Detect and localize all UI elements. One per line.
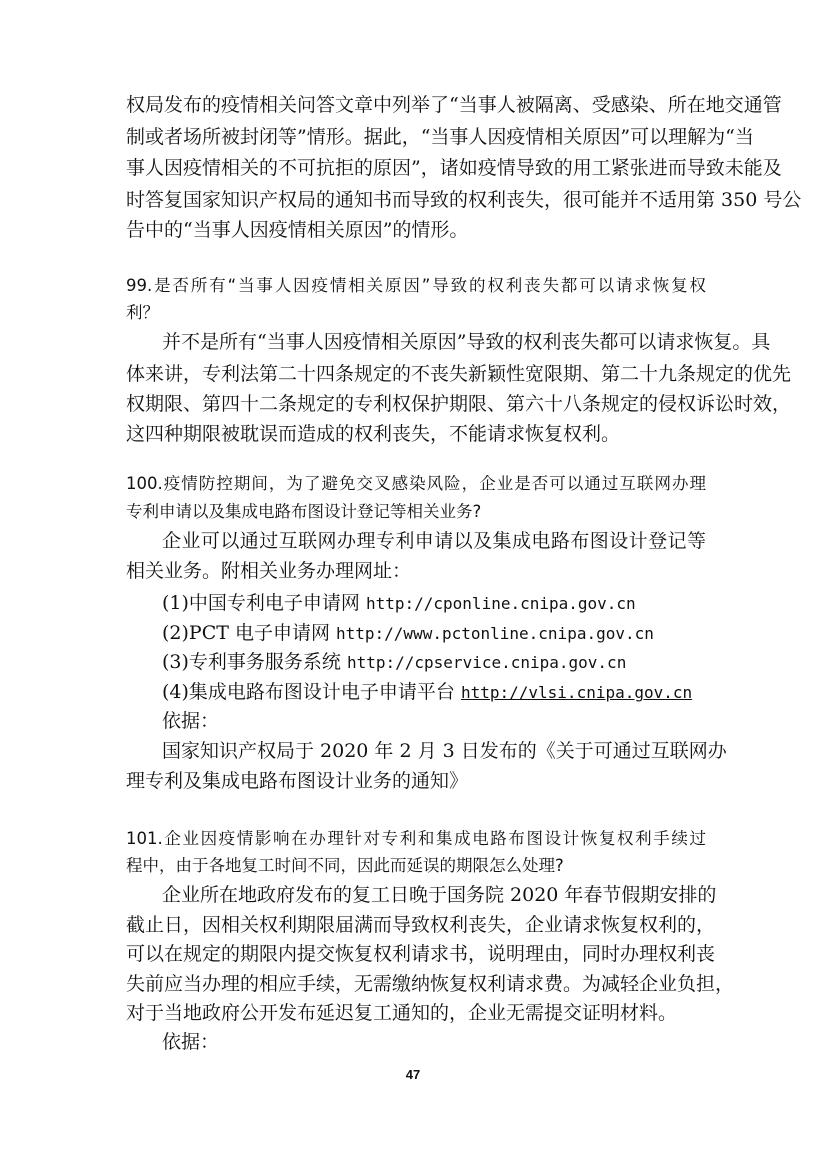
answer-line: 这四种期限被耽误而造成的权利丧失，不能请求恢复权利。 [126, 423, 621, 445]
answer-line: 可以在规定的期限内提交恢复权利请求书，说明理由，同时办理权利丧 [126, 943, 716, 965]
url-link[interactable]: http://vlsi.cnipa.gov.cn [460, 683, 693, 702]
url-text: http://cponline.cnipa.gov.cn [365, 594, 636, 613]
paragraph-line: 权局发布的疫情相关问答文章中列举了“当事人被隔离、受感染、所在地交通管 [126, 94, 782, 116]
answer-line: 相关业务。附相关业务办理网址： [126, 560, 412, 582]
answer-line: 体来讲，专利法第二十四条规定的不丧失新颖性宽限期、第二十九条规定的优先 [126, 363, 792, 385]
paragraph-line: 告中的“当事人因疫情相关原因”的情形。 [126, 219, 469, 241]
question-heading: 程中，由于各地复工时间不同，因此而延误的期限怎么处理? [126, 856, 564, 875]
url-label: (4)集成电路布图设计电子申请平台 [162, 681, 461, 703]
answer-line: 企业可以通过互联网办理专利申请以及集成电路布图设计登记等 [162, 530, 706, 552]
url-list-item [162, 679, 706, 706]
paragraph-line: 事人因疫情相关的不可抗拒的原因”，诸如疫情导致的用工紧张进而导致未能及 [126, 157, 782, 179]
question-heading: 100.疫情防控期间，为了避免交叉感染风险，企业是否可以通过互联网办理 [126, 474, 706, 493]
basis-label: 依据： [162, 710, 220, 732]
answer-line: 企业所在地政府发布的复工日晚于国务院 2020 年春节假期安排的 [162, 884, 717, 906]
answer-line: 并不是所有“当事人因疫情相关原因”导致的权利丧失都可以请求恢复。具 [162, 331, 771, 353]
question-heading: 99.是否所有“当事人因疫情相关原因”导致的权利丧失都可以请求恢复权 [126, 276, 706, 295]
url-label: (1)中国专利电子申请网 [162, 592, 366, 614]
question-heading: 利？ [126, 303, 159, 322]
url-text: http://www.pctonline.cnipa.gov.cn [336, 624, 654, 643]
answer-line: 对于当地政府公开发布延迟复工通知的，企业无需提交证明材料。 [126, 1002, 678, 1024]
url-list-item [162, 620, 706, 647]
page-number: 47 [405, 1067, 421, 1082]
paragraph-line: 时答复国家知识产权局的通知书而导致的权利丧失，很可能并不适用第 350 号公 [126, 189, 802, 211]
basis-label: 依据： [162, 1031, 220, 1053]
paragraph-line: 制或者场所被封闭等”情形。据此，“当事人因疫情相关原因”可以理解为“当 [126, 126, 754, 148]
answer-line: 截止日，因相关权利期限届满而导致权利丧失，企业请求恢复权利的， [126, 914, 716, 936]
url-list-item [162, 649, 706, 676]
url-label: (2)PCT 电子申请网 [162, 622, 336, 644]
url-text: http://cpservice.cnipa.gov.cn [346, 653, 627, 672]
basis-text: 理专利及集成电路布图设计业务的通知》 [126, 770, 469, 792]
url-label: (3)专利事务服务系统 [162, 651, 347, 673]
question-heading: 专利申请以及集成电路布图设计登记等相关业务? [126, 502, 482, 521]
basis-text: 国家知识产权局于 2020 年 2 月 3 日发布的《关于可通过互联网办 [162, 740, 727, 762]
url-list-item [162, 590, 706, 617]
answer-line: 失前应当办理的相应手续，无需缴纳恢复权利请求费。为减轻企业负担， [126, 973, 735, 995]
question-heading: 101.企业因疫情影响在办理针对专利和集成电路布图设计恢复权利手续过 [126, 829, 706, 848]
answer-line: 权期限、第四十二条规定的专利权保护期限、第六十八条规定的侵权诉讼时效， [126, 393, 792, 415]
